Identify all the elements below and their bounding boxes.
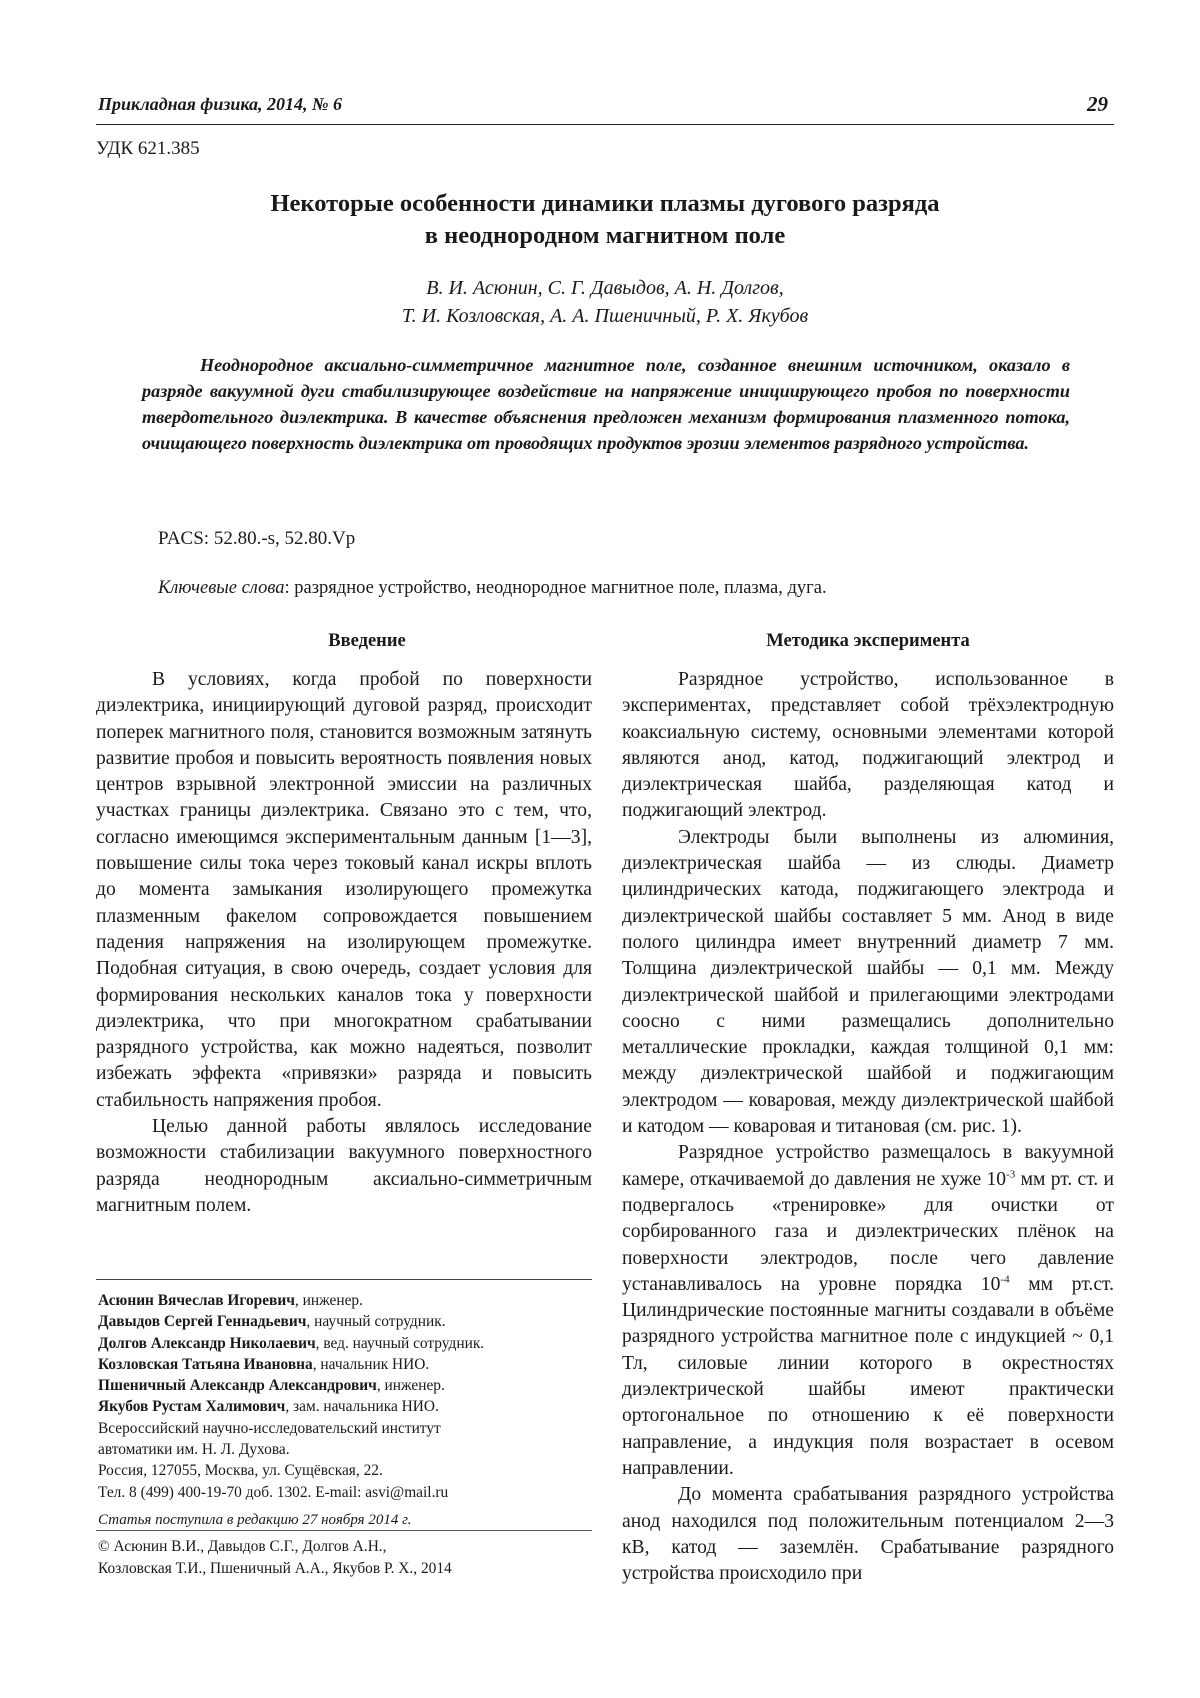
author-info-line xyxy=(98,1375,592,1396)
method-p3-part-b: мм рт. ст. и подвергалось «тренировке» для очистки от сорбированного газа и диэлектрических плёнок на поверхности электродов, после чего давление устанавливалось на уровне порядка 10 xyxy=(622,1168,1114,1295)
author-role: , научный сотрудник. xyxy=(306,1313,446,1331)
author-name: Козловская Татьяна Ивановна xyxy=(98,1355,313,1373)
author-info-line xyxy=(98,1333,592,1354)
udc-code: УДК 621.385 xyxy=(96,138,200,159)
copyright-line-1: © Асюнин В.И., Давыдов С.Г., Долгов А.Н., xyxy=(98,1538,387,1555)
author-affiliations xyxy=(98,1290,592,1531)
method-paragraph-4: До момента срабатывания разрядного устройства анод находился под положительным потенциалом 2—3 кВ, катод — заземлён. Срабатывание разрядного устройства происходило при xyxy=(622,1484,1114,1585)
author-name: Долгов Александр Николаевич xyxy=(98,1334,316,1352)
received-date: Статья поступила в редакцию 27 ноября 2014 г. xyxy=(98,1511,412,1528)
page-number: 29 xyxy=(1087,92,1108,116)
author-role: , начальник НИО. xyxy=(312,1355,430,1373)
pacs-codes: PACS: 52.80.-s, 52.80.Vp xyxy=(158,528,356,549)
intro-paragraph-2: Целью данной работы являлось исследование возможности стабилизации вакуумного поверхностного разряда неоднородным аксиально-симметричным магнитным полем. xyxy=(96,1116,592,1216)
author-info-line xyxy=(98,1290,592,1311)
author-info-line xyxy=(98,1396,592,1417)
exponent-2: -4 xyxy=(1000,1273,1010,1286)
copyright-divider xyxy=(96,1530,592,1531)
footnote-divider xyxy=(96,1279,592,1280)
intro-paragraph-1: В условиях, когда пробой по поверхности диэлектрика, инициирующий дуговой разряд, происходит поперек магнитного поля, становится возможным затянуть развитие пробоя и повысить вероятность появления новых центров взрывной электронной эмиссии на различных участках границы диэлектрика. Связано это с тем, что, согласно имеющимся экспериментальным данным [1—3], повышение силы тока через токовый канал искры вплоть до момента замыкания изолирующего промежутка плазменным факелом сопровождается повышением падения напряжения на изолирующем промежутке. Подобная ситуация, в свою очередь, создает условия для формирования нескольких каналов тока у поверхности диэлектрика, что при многократном срабатывании разрядного устройства, как можно надеяться, позволит избежать эффекта «привязки» разряда и повысить стабильность напряжения пробоя. xyxy=(96,669,592,1111)
keywords xyxy=(158,578,827,599)
left-column xyxy=(96,628,592,1219)
authors-line-2: Т. И. Козловская, А. А. Пшеничный, Р. Х. Якубов xyxy=(401,305,809,327)
abstract: Неоднородное аксиально-симметричное магнитное поле, созданное внешним источником, оказало в разряде вакуумной дуги стабилизирующее воздействие на напряжение инициирующего пробоя по поверхности твердотельного диэлектрика. В качестве объяснения предложен механизм формирования плазменного потока, очищающего поверхность диэлектрика от проводящих продуктов эрозии элементов разрядного устройства. xyxy=(142,355,1070,453)
article-title xyxy=(96,188,1114,252)
title-line-2: в неоднородном магнитном поле xyxy=(424,222,786,249)
author-name: Асюнин Вячеслав Игоревич xyxy=(98,1292,295,1309)
author-info-line xyxy=(98,1354,592,1375)
section-heading-method: Методика эксперимента xyxy=(766,631,970,651)
copyright-notice xyxy=(98,1536,592,1579)
keywords-text: : разрядное устройство, неоднородное магнитное поле, плазма, дуга. xyxy=(284,578,827,598)
author-name: Пшеничный Александр Александрович xyxy=(98,1377,377,1395)
right-column xyxy=(622,628,1114,1587)
method-paragraph-1: Разрядное устройство, использованное в экспериментах, представляет собой трёхэлектродную коаксиальную систему, основными элементами которой являются анод, катод, поджигающий электрод и диэлектрическая шайба, разделяющая катод и поджигающий электрод. xyxy=(622,669,1114,822)
author-info-line xyxy=(98,1311,592,1332)
authors-line-1: В. И. Асюнин, С. Г. Давыдов, А. Н. Долгов, xyxy=(426,277,784,299)
method-paragraph-2: Электроды были выполнены из алюминия, диэлектрическая шайба — из слюды. Диаметр цилиндрических катода, поджигающего электрода и диэлектрической шайбы составляет 5 мм. Анод в виде полого цилиндра имеет внутренний диаметр 7 мм. Толщина диэлектрической шайбы — 0,1 мм. Между диэлектрической шайбой и прилегающими электродами соосно с ними размещались дополнительно металлические прокладки, каждая толщиной 0,1 мм: между диэлектрической шайбой и поджигающим электродом — коваровая, между диэлектрической шайбой и катодом — коваровая и титановая (см. рис. 1). xyxy=(622,826,1114,1138)
keywords-label: Ключевые слова xyxy=(158,578,285,598)
section-heading-intro: Введение xyxy=(328,631,406,651)
author-role: , вед. научный сотрудник. xyxy=(315,1334,485,1352)
author-name: Якубов Рустам Халимович xyxy=(98,1398,286,1416)
author-role: , зам. начальника НИО. xyxy=(285,1398,439,1416)
journal-name: Прикладная физика, 2014, № 6 xyxy=(98,94,343,114)
running-header xyxy=(96,92,1114,125)
method-p3-part-c: мм рт.ст. Цилиндрические постоянные магниты создавали в объёме разрядного устройства магнитное поле с индукцией ~ 0,1 Тл, силовые линии которого в окрестностях диэлектрической шайбы имеют практически ортогональное по отношению к её поверхности направление, а индукция поля возрастает в осевом направлении. xyxy=(622,1273,1114,1479)
title-line-1: Некоторые особенности динамики плазмы дугового разряда xyxy=(270,190,940,217)
institute-line-2: автоматики им. Н. Л. Духова. xyxy=(98,1441,290,1459)
author-role: , инженер. xyxy=(294,1292,363,1309)
exponent-1: -3 xyxy=(1006,1168,1016,1181)
method-paragraph-3 xyxy=(622,1140,1114,1482)
institute-line-1: Всероссийский научно-исследовательский институт xyxy=(98,1419,441,1437)
copyright-line-2: Козловская Т.И., Пшеничный А.А., Якубов Р. Х., 2014 xyxy=(98,1559,452,1577)
author-list xyxy=(96,274,1114,330)
postal-address: Россия, 127055, Москва, ул. Сущёвская, 22. xyxy=(98,1462,383,1480)
author-name: Давыдов Сергей Геннадьевич xyxy=(98,1313,307,1331)
author-role: , инженер. xyxy=(376,1377,445,1395)
method-p3-part-a: Разрядное устройство размещалось в вакуумной камере, откачиваемой до давления не хуже 10 xyxy=(622,1142,1114,1190)
contact-info: Тел. 8 (499) 400-19-70 доб. 1302. E-mail: asvi@mail.ru xyxy=(98,1483,449,1501)
